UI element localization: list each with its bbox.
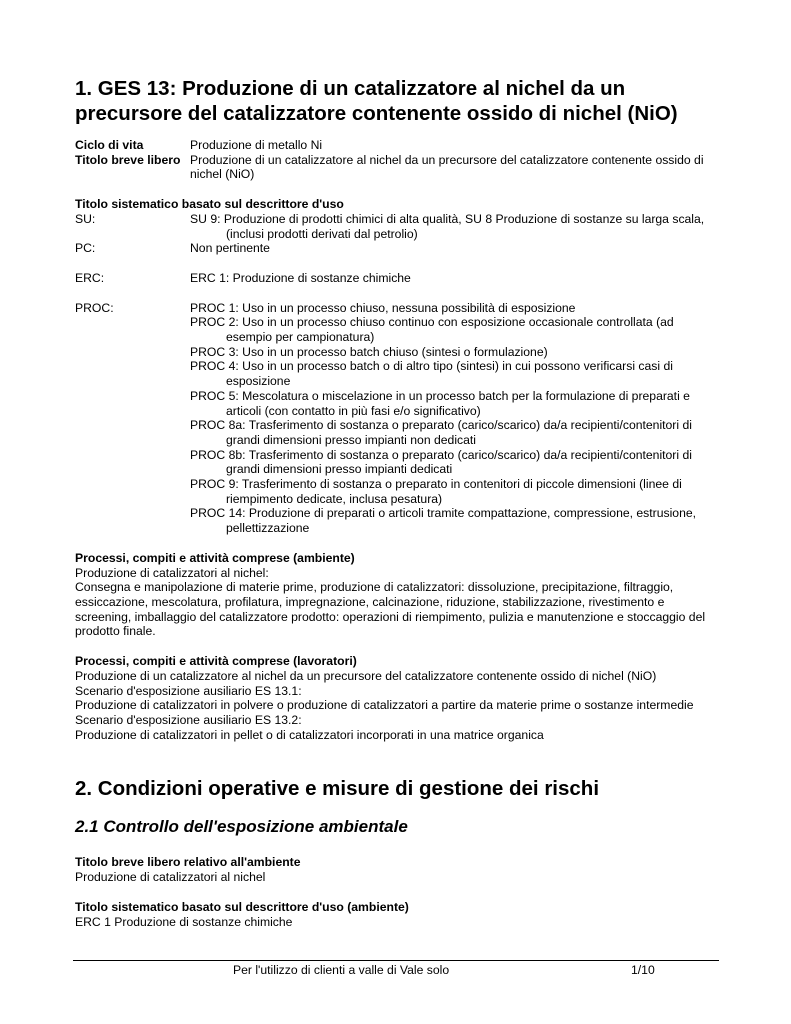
- ciclo-label: Ciclo di vita: [75, 138, 144, 152]
- amb-heading: Processi, compiti e attività comprese (ambiente): [75, 550, 355, 565]
- amb-line1: Produzione di catalizzatori al nichel:: [75, 565, 269, 580]
- section21-title: 2.1 Controllo dell'esposizione ambientale: [75, 817, 408, 836]
- sist-amb-value: ERC 1 Produzione di sostanze chimiche: [75, 914, 293, 929]
- proc-row: [75, 301, 720, 536]
- su-label: SU:: [75, 211, 96, 226]
- breve-amb-block: [75, 855, 720, 884]
- proc-item: PROC 5: Mescolatura o miscelazione in un processo batch per la formulazione di preparati e articoli (con contatto in più fasi e/o significativo): [190, 388, 690, 418]
- ciclo-row: [75, 138, 720, 153]
- proc-item: PROC 14: Produzione di preparati o articoli tramite compattazione, compressione, estrusione, pellettizzazione: [190, 506, 697, 536]
- proc-item: PROC 3: Uso in un processo batch chiuso (sintesi o formulazione): [190, 344, 548, 359]
- erc-value: ERC 1: Produzione di sostanze chimiche: [190, 270, 411, 285]
- pc-label: PC:: [75, 241, 96, 256]
- breve-amb-value: Produzione di catalizzatori al nichel: [75, 869, 266, 884]
- su-value: SU 9: Produzione di prodotti chimici di alta qualità, SU 8 Produzione di sostanze su larga scala, (inclusi prodotti derivati dal petrolio): [190, 211, 705, 241]
- sist-amb-heading: Titolo sistematico basato sul descrittore d'uso (ambiente): [75, 900, 409, 914]
- titolo-row: [75, 153, 720, 182]
- page-number: 1/10: [631, 963, 655, 977]
- proc-item: PROC 8a: Trasferimento di sostanza o preparato (carico/scarico) da/a recipienti/contenitori di grandi dimensioni presso impianti non dedicati: [190, 418, 692, 447]
- breve-amb-heading: Titolo breve libero relativo all'ambiente: [75, 855, 301, 869]
- amb-line2: Consegna e manipolazione di materie prime, produzione di catalizzatori: dissoluzione, precipitazione, filtraggio, essiccazione, mescolatura, profilatura, impregnazione, calcinazione, riduzione, stabilizzazione, rivestimento e screening, imballaggio del catalizzatore prodotto: operazioni di riempimento, pulizia e manutenzione e stoccaggio del prodotto finale.: [75, 580, 706, 639]
- lav-line1: Produzione di un catalizzatore al nichel da un precursore del catalizzatore contenente ossido di nichel (NiO): [75, 668, 657, 683]
- proc-item: PROC 4: Uso in un processo batch o di altro tipo (sintesi) in cui possono verificarsi casi di esposizione: [190, 359, 673, 389]
- meta-block: [75, 138, 720, 742]
- titolo-value: Produzione di un catalizzatore al nichel da un precursore del catalizzatore contenente ossido di nichel (NiO): [190, 152, 704, 182]
- sistematico-heading: Titolo sistematico basato sul descrittore d'uso: [75, 197, 344, 212]
- lav-line3: Produzione di catalizzatori in polvere o produzione di catalizzatori a partire da materie prime o sostanze intermedie: [75, 698, 694, 713]
- su-row: [75, 212, 720, 241]
- proc-list: [190, 301, 720, 536]
- lav-line4: Scenario d'esposizione ausiliario ES 13.2:: [75, 712, 302, 727]
- sist-amb-block: [75, 900, 720, 929]
- titolo-label: Titolo breve libero: [75, 152, 181, 167]
- ciclo-value: Produzione di metallo Ni: [190, 138, 323, 152]
- pc-row: [75, 241, 720, 256]
- proc-item: PROC 8b: Trasferimento di sostanza o preparato (carico/scarico) da/a recipienti/contenitori di grandi dimensioni presso impianti dedicati: [190, 447, 692, 477]
- document-title: 1. GES 13: Produzione di un catalizzatore al nichel da un precursore del catalizzatore contenente ossido di nichel (NiO): [75, 77, 678, 125]
- lav-line2: Scenario d'esposizione ausiliario ES 13.1:: [75, 683, 302, 698]
- erc-label: ERC:: [75, 270, 105, 285]
- lav-heading: Processi, compiti e attività comprese (lavoratori): [75, 654, 357, 669]
- proc-label: PROC:: [75, 300, 114, 315]
- lav-line5: Produzione di catalizzatori in pellet o di catalizzatori incorporati in una matrice organica: [75, 727, 544, 742]
- proc-item: PROC 2: Uso in un processo chiuso continuo con esposizione occasionale controllata (ad esempio per campionatura): [190, 315, 674, 345]
- section2-title: 2. Condizioni operative e misure di gestione dei rischi: [75, 777, 600, 800]
- proc-item: PROC 1: Uso in un processo chiuso, nessuna possibilità di esposizione: [190, 300, 576, 315]
- footer-text: Per l'utilizzo di clienti a valle di Vale solo: [233, 963, 450, 977]
- proc-item: PROC 9: Trasferimento di sostanza o preparato in contenitori di piccole dimensioni (linee di riempimento dedicate, inclusa pesatura): [190, 477, 682, 506]
- footer-divider: [73, 960, 719, 961]
- pc-value: Non pertinente: [190, 241, 270, 256]
- erc-row: [75, 271, 720, 286]
